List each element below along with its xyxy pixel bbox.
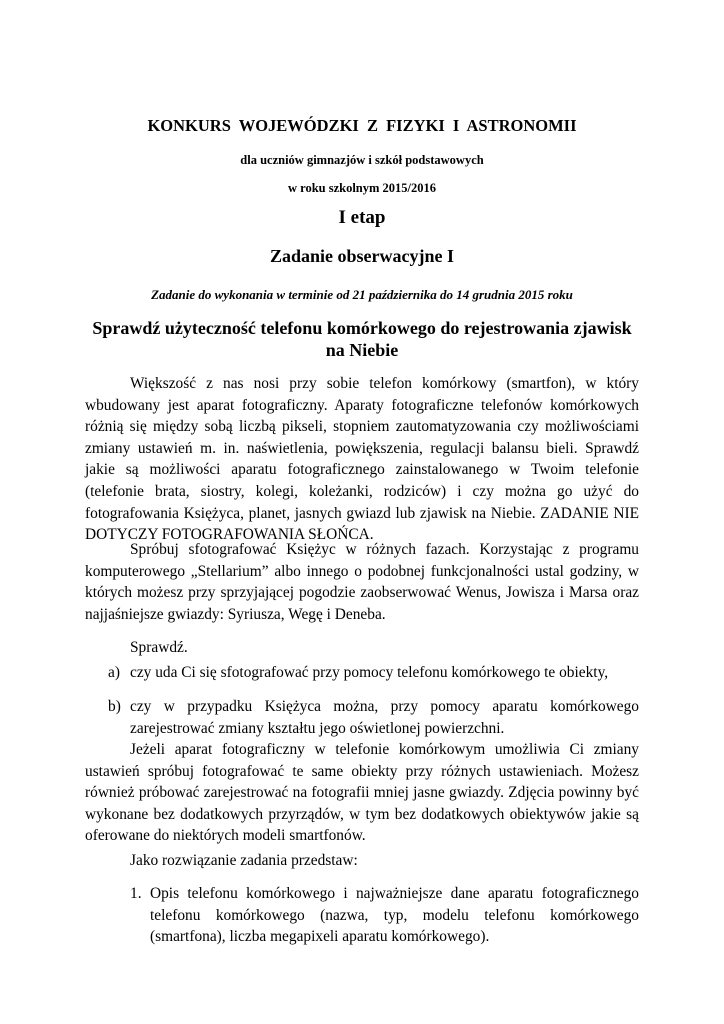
- intro-paragraph: Większość z nas nosi przy sobie telefon komórkowy (smartfon), w który wbudowany jest aparat fotograficzny. Aparaty fotograficzne telefonów komórkowych różnią się między sobą liczbą pikseli, stopniem zautomatyzowania czy możliwościami zmiany ustawień m. in. naświetlenia, powiększenia, regulacji balansu bieli. Sprawdź jakie są możliwości aparatu fotograficznego zainstalowanego w Twoim telefonie (telefonie brata, siostry, kolegi, koleżanki, rodziców) i czy można go użyć do fotografowania Księżyca, planet, jasnych gwiazd lub zjawisk na Niebie. ZADANIE NIE DOTYCZY FOTOGRAFOWANIA SŁOŃCA.: [85, 375, 639, 544]
- check-paragraph: Sprawdź.: [130, 639, 188, 656]
- list-item-text: Opis telefonu komórkowego i najważniejsze dane aparatu fotograficznego telefonu komórkowego (nazwa, typ, modelu telefonu komórkowego (smartfona), liczba megapixeli aparatu komórkowego).: [150, 885, 639, 946]
- settings-paragraph: Jeżeli aparat fotograficzny w telefonie komórkowym umożliwia Ci zmiany ustawień spróbuj fotografować te same obiekty przy różnych ustawieniach. Możesz również próbować zarejestrować na fotografii mniej jasne gwiazdy. Zdjęcia powinny być wykonane bez dodatkowych przyrządów, w tym bez dodatkowych obiektywów jakie są oferowane do niektórych modeli smartfonów.: [85, 741, 639, 845]
- list-item: [130, 883, 639, 948]
- moon-paragraph: Spróbuj sfotografować Księżyc w różnych fazach. Korzystając z programu komputerowego „Stellarium” albo innego o podobnej funkcjonalności ustal godziny, w których możesz przy sprzyjającej pogodzie zaobserwować Wenus, Jowisza i Marsa oraz najjaśniejsze gwiazdy: Syriusza, Wegę i Deneba.: [85, 541, 639, 623]
- list-marker: b): [108, 698, 121, 715]
- list-item: [108, 662, 639, 684]
- list-item-text: czy w przypadku Księżyca można, przy pomocy aparatu komórkowego zarejestrować zmiany kształtu jego oświetlonej powierzchni.: [130, 698, 639, 737]
- task-heading: Zadanie obserwacyjne I: [270, 246, 454, 266]
- deadline-note: Zadanie do wykonania w terminie od 21 października do 14 grudnia 2015 roku: [151, 287, 573, 302]
- list-item: [108, 696, 639, 739]
- list-item-text: czy uda Ci się sfotografować przy pomocy telefonu komórkowego te obiekty,: [130, 664, 609, 681]
- task-title: Sprawdź użyteczność telefonu komórkowego do rejestrowania zjawisk na Niebie: [92, 318, 632, 360]
- competition-title: KONKURS WOJEWÓDZKI Z FIZYKI I ASTRONOMII: [147, 116, 577, 135]
- stage-heading: I etap: [338, 207, 386, 228]
- school-year-subtitle: w roku szkolnym 2015/2016: [287, 181, 437, 195]
- list-marker: a): [108, 664, 120, 681]
- solution-intro-paragraph: Jako rozwiązanie zadania przedstaw:: [130, 852, 358, 869]
- list-marker: 1.: [130, 885, 142, 902]
- audience-subtitle: dla uczniów gimnazjów i szkół podstawowych: [240, 153, 484, 167]
